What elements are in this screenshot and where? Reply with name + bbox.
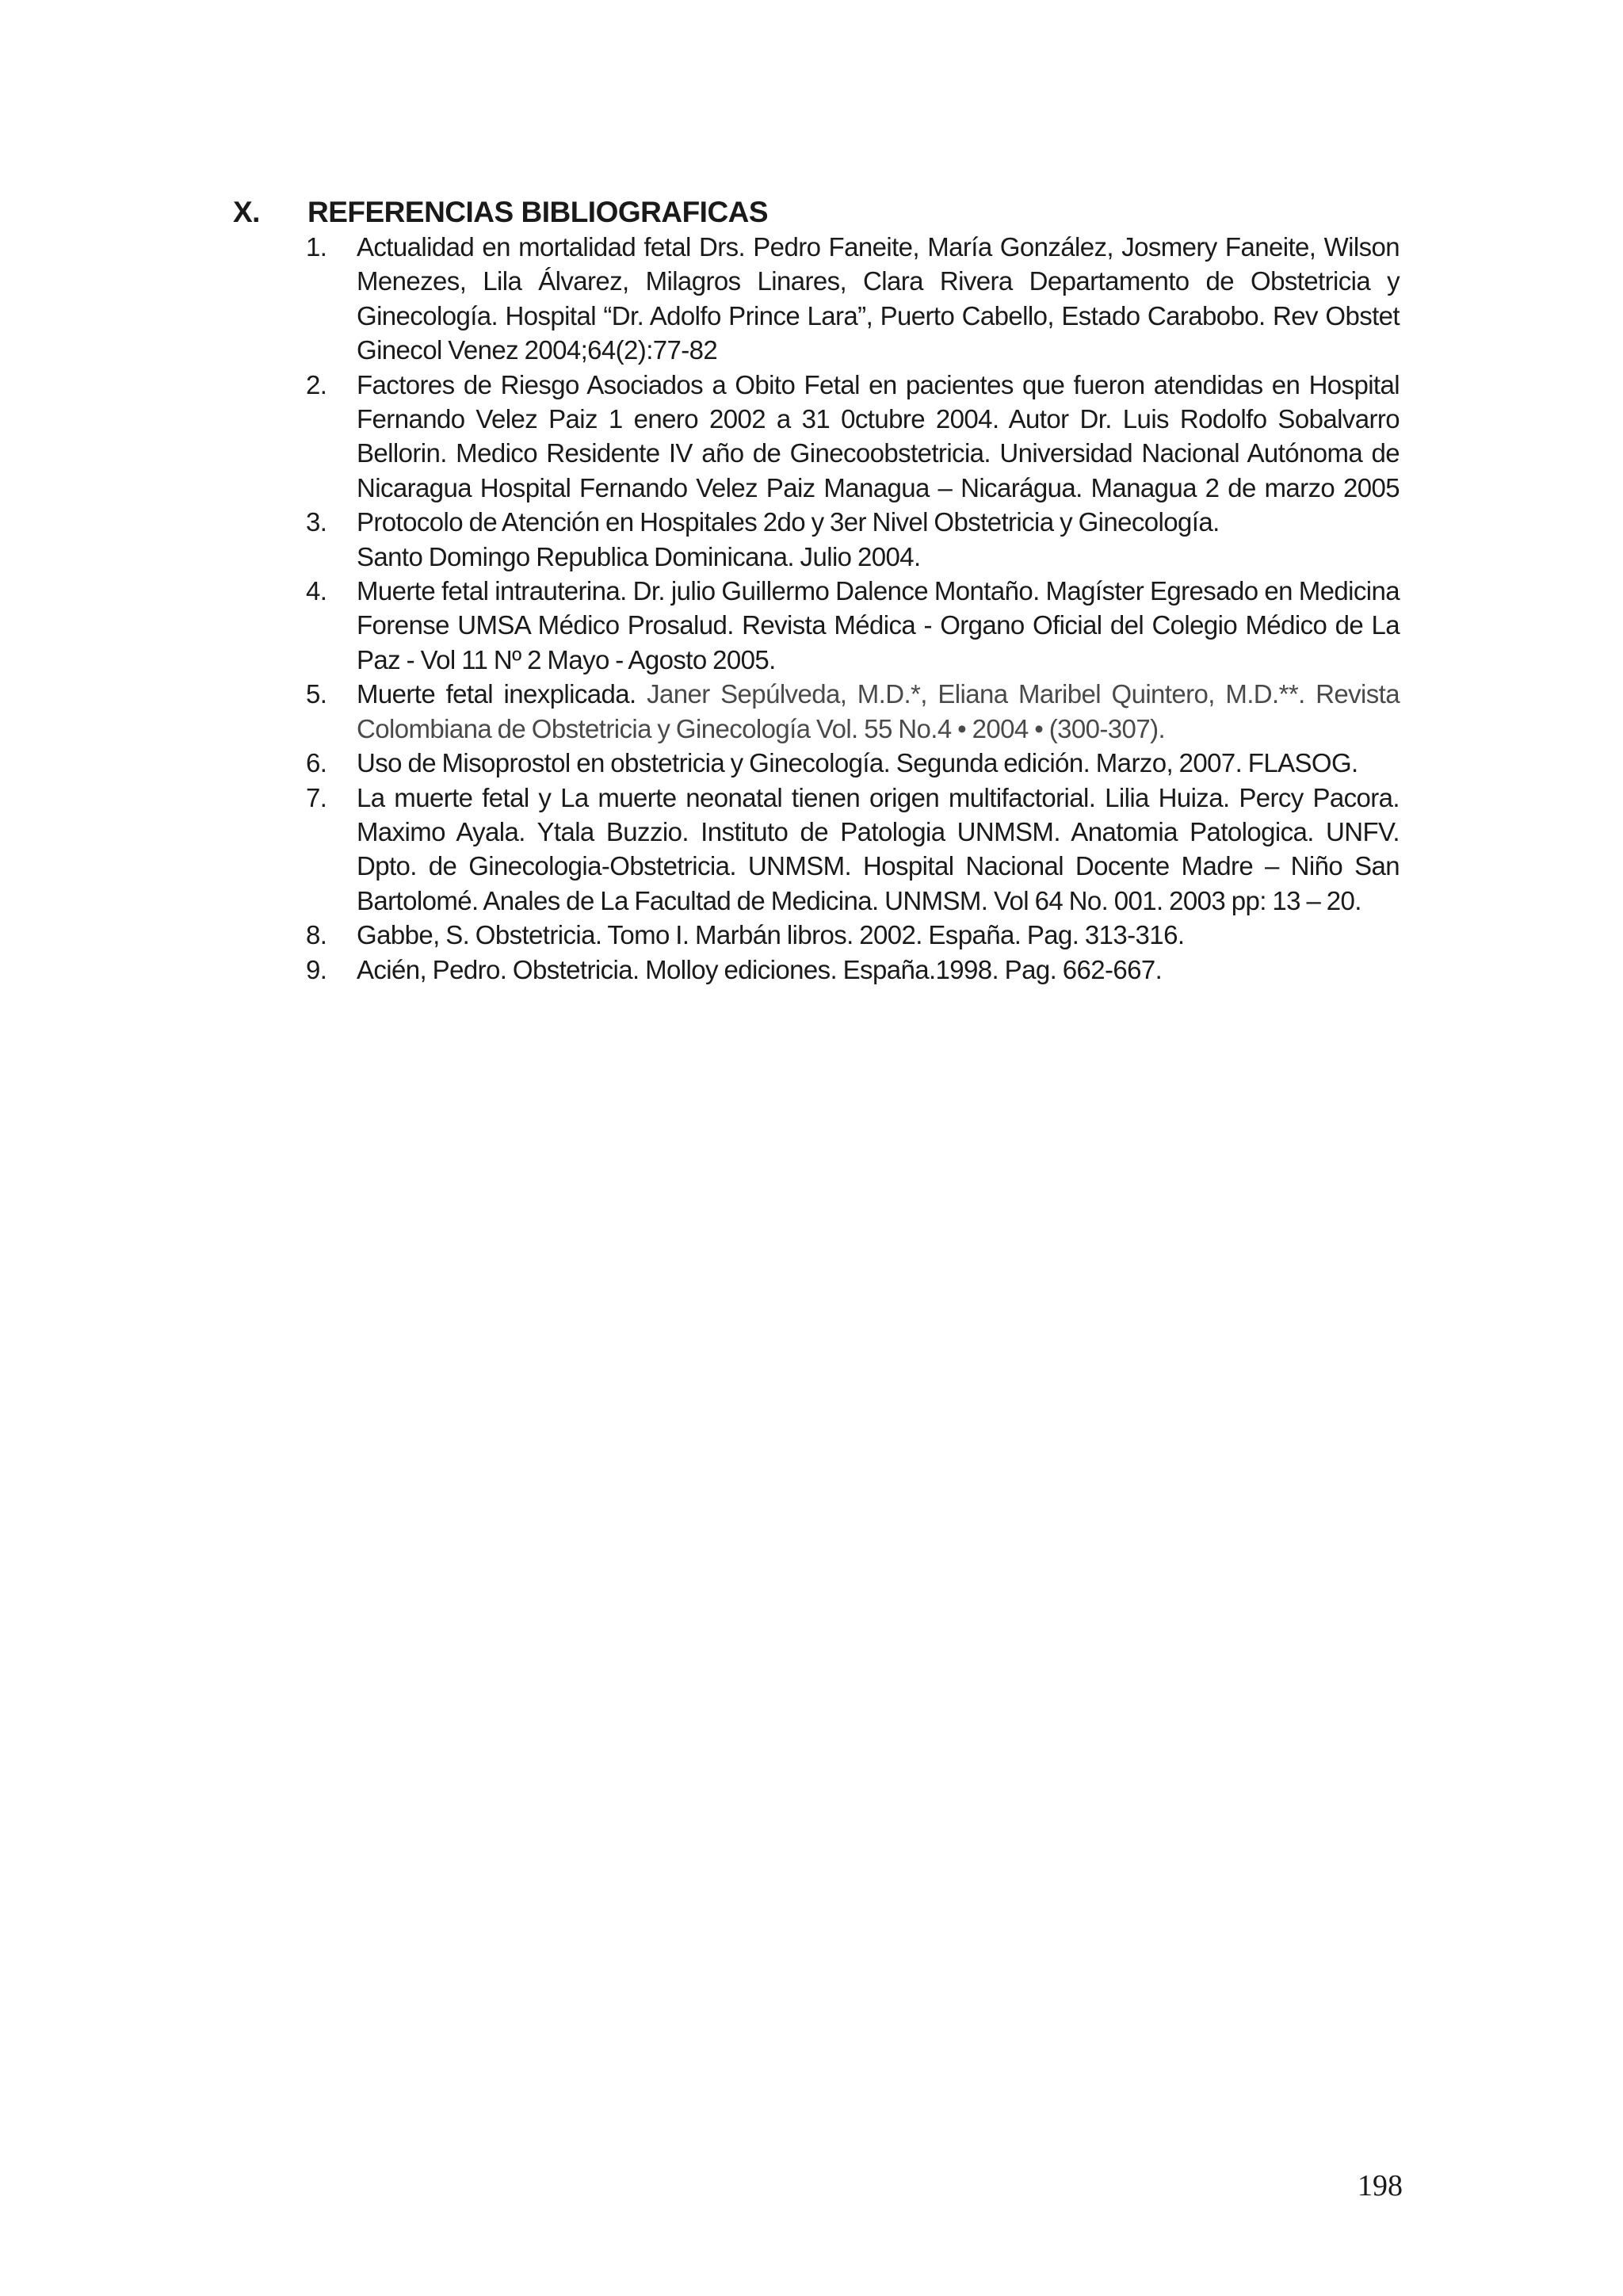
reference-item-1 <box>306 230 1400 368</box>
reference-text: Acién, Pedro. Obstetricia. Molloy ediciones. España.1998. Pag. 662-667. <box>357 954 1163 984</box>
reference-number: 7. <box>306 782 327 812</box>
reference-number: 9. <box>306 954 327 984</box>
reference-text: Actualidad en mortalidad fetal Drs. Pedro Faneite, María González, Josmery Faneite, Wilson Menezes, Lila Álvarez, Milagros Linares, Clara Rivera Departamento de Obstetricia y Ginecología. Hospital “Dr. Adolfo Prince Lara”, Puerto Cabello, Estado Carabobo. Rev Obstet Ginecol Venez 2004;64(2):77-82 <box>357 232 1400 365</box>
reference-authors: Janer Sepúlveda, M.D.*, Eliana Maribel Quintero, M.D.**. Revista Colombiana de Obstetricia y Ginecología Vol. 55 No.4 • 2004 • (300-307). <box>357 679 1400 743</box>
reference-text: Muerte fetal intrauterina. Dr. julio Guillermo Dalence Montaño. Magíster Egresado en Medicina Forense UMSA Médico Prosalud. Revista Médica - Organo Oficial del Colegio Médico de La Paz - Vol 11 Nº 2 Mayo - Agosto 2005. <box>357 576 1400 674</box>
reference-item-7 <box>306 781 1400 919</box>
reference-number: 8. <box>306 920 327 950</box>
reference-item-5 <box>306 677 1400 746</box>
reference-text-line-2: Santo Domingo Republica Dominicana. Julio 2004. <box>357 541 921 571</box>
reference-number: 2. <box>306 369 327 399</box>
reference-item-4 <box>306 574 1400 677</box>
reference-number: 5. <box>306 679 327 709</box>
reference-text: Uso de Misoprostol en obstetricia y Ginecología. Segunda edición. Marzo, 2007. FLASOG. <box>357 748 1358 778</box>
reference-text: Factores de Riesgo Asociados a Obito Fetal en pacientes que fueron atendidas en Hospital Fernando Velez Paiz 1 enero 2002 a 31 0ctubre 2004. Autor Dr. Luis Rodolfo Sobalvarro Bellorin. Medico Residente IV año de Ginecoobstetricia. Universidad Nacional Autónoma de Nicaragua Hospital Fernando Velez Paiz Managua – Nicarágua. Managua 2 de marzo 2005 <box>357 369 1400 502</box>
section-heading <box>233 193 1398 231</box>
reference-number: 1. <box>306 232 327 262</box>
reference-number: 6. <box>306 748 327 778</box>
reference-number: 3. <box>306 507 327 537</box>
reference-item-9 <box>306 953 1400 987</box>
reference-item-8 <box>306 918 1400 952</box>
reference-text <box>357 677 1400 746</box>
page-number: 198 <box>1358 2169 1403 2202</box>
section-number: X. <box>233 196 260 228</box>
reference-item-6 <box>306 746 1400 780</box>
reference-item-3 <box>306 505 1400 574</box>
reference-text-line-1: Protocolo de Atención en Hospitales 2do y 3er Nivel Obstetricia y Ginecología. <box>357 507 1220 537</box>
reference-title: Muerte fetal inexplicada. <box>357 679 636 709</box>
reference-list <box>306 230 1400 987</box>
reference-item-2 <box>306 368 1400 506</box>
reference-text: Gabbe, S. Obstetricia. Tomo I. Marbán libros. 2002. España. Pag. 313-316. <box>357 920 1185 950</box>
reference-text: La muerte fetal y La muerte neonatal tienen origen multifactorial. Lilia Huiza. Percy Pacora. Maximo Ayala. Ytala Buzzio. Instituto de Patologia UNMSM. Anatomia Patologica. UNFV. Dpto. de Ginecologia-Obstetricia. UNMSM. Hospital Nacional Docente Madre – Niño San Bartolomé. Anales de La Facultad de Medicina. UNMSM. Vol 64 No. 001. 2003 pp: 13 – 20. <box>357 782 1400 915</box>
reference-number: 4. <box>306 576 327 606</box>
section-title: REFERENCIAS BIBLIOGRAFICAS <box>307 196 769 228</box>
